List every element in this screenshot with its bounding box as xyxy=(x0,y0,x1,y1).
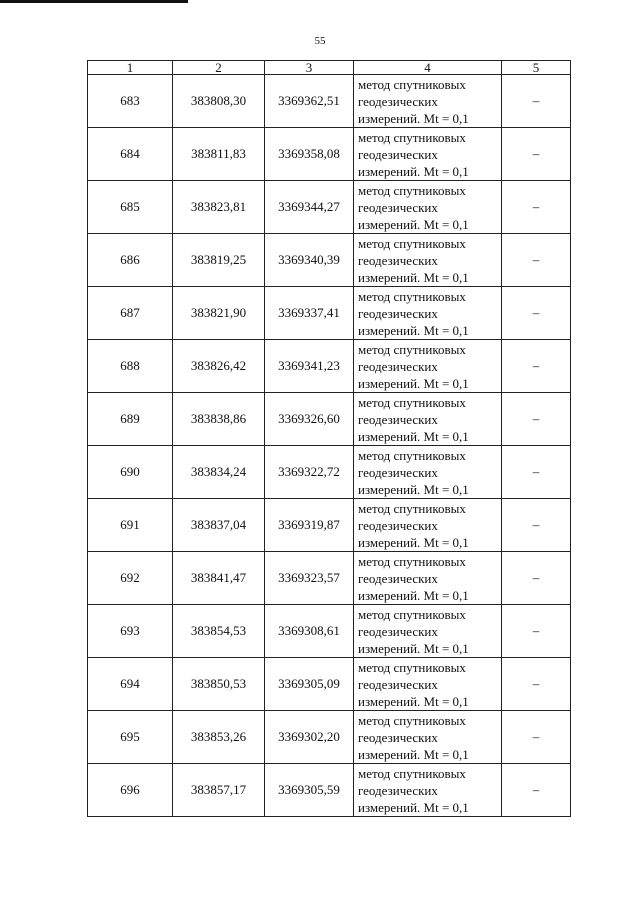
table-row xyxy=(88,75,571,128)
coordinate-y: 3369326,60 xyxy=(265,393,354,446)
method-line-1: метод спутниковых xyxy=(358,659,466,675)
point-number: 685 xyxy=(88,181,173,234)
header-col-4: 4 xyxy=(354,61,502,75)
method-line-1: метод спутниковых xyxy=(358,553,466,569)
method-line-3: измерений. Mt = 0,1 xyxy=(358,693,469,709)
point-number: 687 xyxy=(88,287,173,340)
method-description xyxy=(354,181,502,234)
method-description xyxy=(354,658,502,711)
table-row xyxy=(88,499,571,552)
coordinate-x: 383808,30 xyxy=(173,75,265,128)
column-5-value: – xyxy=(502,552,571,605)
coordinate-x: 383834,24 xyxy=(173,446,265,499)
column-5-value: – xyxy=(502,605,571,658)
coordinate-y: 3369362,51 xyxy=(265,75,354,128)
coordinate-x: 383857,17 xyxy=(173,764,265,817)
method-line-3: измерений. Mt = 0,1 xyxy=(358,110,469,126)
coordinate-y: 3369323,57 xyxy=(265,552,354,605)
method-description xyxy=(354,711,502,764)
table-row xyxy=(88,605,571,658)
method-line-1: метод спутниковых xyxy=(358,500,466,516)
column-5-value: – xyxy=(502,393,571,446)
column-5-value: – xyxy=(502,764,571,817)
table-row xyxy=(88,552,571,605)
coordinates-table xyxy=(87,60,571,817)
coordinate-y: 3369341,23 xyxy=(265,340,354,393)
coordinate-y: 3369305,59 xyxy=(265,764,354,817)
column-5-value: – xyxy=(502,658,571,711)
method-line-3: измерений. Mt = 0,1 xyxy=(358,163,469,179)
method-line-3: измерений. Mt = 0,1 xyxy=(358,375,469,391)
header-col-3: 3 xyxy=(265,61,354,75)
point-number: 684 xyxy=(88,128,173,181)
method-description xyxy=(354,75,502,128)
column-5-value: – xyxy=(502,234,571,287)
coordinate-y: 3369344,27 xyxy=(265,181,354,234)
method-line-1: метод спутниковых xyxy=(358,447,466,463)
method-line-1: метод спутниковых xyxy=(358,76,466,92)
coordinate-x: 383837,04 xyxy=(173,499,265,552)
point-number: 694 xyxy=(88,658,173,711)
table-row xyxy=(88,711,571,764)
point-number: 683 xyxy=(88,75,173,128)
method-line-3: измерений. Mt = 0,1 xyxy=(358,428,469,444)
method-description xyxy=(354,605,502,658)
header-col-1: 1 xyxy=(88,61,173,75)
method-line-3: измерений. Mt = 0,1 xyxy=(358,269,469,285)
point-number: 696 xyxy=(88,764,173,817)
header-row xyxy=(88,61,571,75)
table-row xyxy=(88,181,571,234)
method-description xyxy=(354,446,502,499)
coordinate-x: 383819,25 xyxy=(173,234,265,287)
method-description xyxy=(354,552,502,605)
method-description xyxy=(354,128,502,181)
coordinate-x: 383823,81 xyxy=(173,181,265,234)
table-row xyxy=(88,393,571,446)
method-line-2: геодезических xyxy=(358,358,438,374)
table-row xyxy=(88,446,571,499)
coordinate-x: 383841,47 xyxy=(173,552,265,605)
coordinate-y: 3369302,20 xyxy=(265,711,354,764)
coordinate-x: 383854,53 xyxy=(173,605,265,658)
point-number: 693 xyxy=(88,605,173,658)
coordinate-x: 383850,53 xyxy=(173,658,265,711)
column-5-value: – xyxy=(502,75,571,128)
method-line-3: измерений. Mt = 0,1 xyxy=(358,322,469,338)
table-row xyxy=(88,234,571,287)
coordinate-x: 383811,83 xyxy=(173,128,265,181)
column-5-value: – xyxy=(502,499,571,552)
method-line-2: геодезических xyxy=(358,782,438,798)
column-5-value: – xyxy=(502,711,571,764)
method-line-3: измерений. Mt = 0,1 xyxy=(358,746,469,762)
point-number: 688 xyxy=(88,340,173,393)
coordinate-y: 3369337,41 xyxy=(265,287,354,340)
table-row xyxy=(88,128,571,181)
column-5-value: – xyxy=(502,181,571,234)
method-line-1: метод спутниковых xyxy=(358,606,466,622)
method-line-1: метод спутниковых xyxy=(358,765,466,781)
table-body xyxy=(88,75,571,817)
column-5-value: – xyxy=(502,446,571,499)
method-line-1: метод спутниковых xyxy=(358,341,466,357)
method-line-3: измерений. Mt = 0,1 xyxy=(358,799,469,815)
top-rule xyxy=(0,0,188,3)
point-number: 690 xyxy=(88,446,173,499)
coordinate-x: 383821,90 xyxy=(173,287,265,340)
point-number: 691 xyxy=(88,499,173,552)
column-5-value: – xyxy=(502,287,571,340)
method-description xyxy=(354,234,502,287)
table-row xyxy=(88,340,571,393)
method-line-1: метод спутниковых xyxy=(358,182,466,198)
method-line-2: геодезических xyxy=(358,252,438,268)
method-description xyxy=(354,393,502,446)
method-line-2: геодезических xyxy=(358,93,438,109)
method-description xyxy=(354,499,502,552)
method-line-3: измерений. Mt = 0,1 xyxy=(358,481,469,497)
method-line-1: метод спутниковых xyxy=(358,712,466,728)
method-description xyxy=(354,764,502,817)
method-line-2: геодезических xyxy=(358,305,438,321)
method-line-1: метод спутниковых xyxy=(358,394,466,410)
header-col-5: 5 xyxy=(502,61,571,75)
method-line-2: геодезических xyxy=(358,146,438,162)
coordinate-y: 3369319,87 xyxy=(265,499,354,552)
page-number: 55 xyxy=(314,35,326,47)
method-line-2: геодезических xyxy=(358,464,438,480)
coordinate-x: 383826,42 xyxy=(173,340,265,393)
header-col-2: 2 xyxy=(173,61,265,75)
method-description xyxy=(354,340,502,393)
method-line-3: измерений. Mt = 0,1 xyxy=(358,534,469,550)
point-number: 692 xyxy=(88,552,173,605)
column-5-value: – xyxy=(502,128,571,181)
coordinate-y: 3369308,61 xyxy=(265,605,354,658)
coordinate-y: 3369340,39 xyxy=(265,234,354,287)
point-number: 686 xyxy=(88,234,173,287)
table-header xyxy=(88,61,571,75)
coordinate-y: 3369305,09 xyxy=(265,658,354,711)
point-number: 689 xyxy=(88,393,173,446)
method-line-2: геодезических xyxy=(358,623,438,639)
table-row xyxy=(88,658,571,711)
method-line-2: геодезических xyxy=(358,676,438,692)
coordinate-y: 3369358,08 xyxy=(265,128,354,181)
method-line-2: геодезических xyxy=(358,517,438,533)
coordinate-x: 383853,26 xyxy=(173,711,265,764)
column-5-value: – xyxy=(502,340,571,393)
method-line-1: метод спутниковых xyxy=(358,235,466,251)
method-line-2: геодезических xyxy=(358,199,438,215)
method-line-1: метод спутниковых xyxy=(358,129,466,145)
method-line-2: геодезических xyxy=(358,570,438,586)
coordinate-y: 3369322,72 xyxy=(265,446,354,499)
table-row xyxy=(88,287,571,340)
method-line-3: измерений. Mt = 0,1 xyxy=(358,216,469,232)
coordinate-x: 383838,86 xyxy=(173,393,265,446)
method-line-2: геодезических xyxy=(358,729,438,745)
point-number: 695 xyxy=(88,711,173,764)
method-line-3: измерений. Mt = 0,1 xyxy=(358,587,469,603)
method-line-1: метод спутниковых xyxy=(358,288,466,304)
method-line-3: измерений. Mt = 0,1 xyxy=(358,640,469,656)
method-line-2: геодезических xyxy=(358,411,438,427)
table-row xyxy=(88,764,571,817)
method-description xyxy=(354,287,502,340)
